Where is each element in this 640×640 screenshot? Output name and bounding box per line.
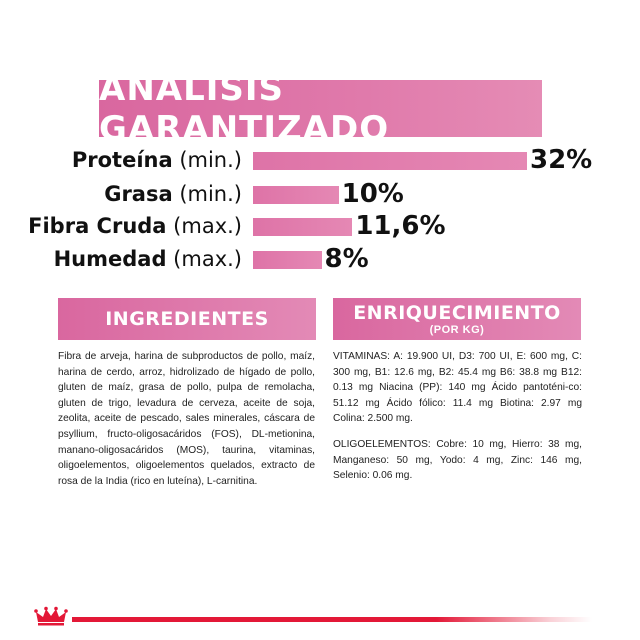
enrichment-title: ENRIQUECIMIENTO (353, 302, 561, 324)
ingredients-title: INGREDIENTES (105, 308, 269, 330)
page-title: ANÁLISIS GARANTIZADO (99, 68, 390, 149)
analysis-label (28, 211, 242, 241)
analysis-row (0, 244, 640, 274)
nutrient-qualifier: (min.) (179, 148, 242, 172)
nutrient-name: Grasa (104, 182, 173, 206)
nutrient-name: Fibra Cruda (28, 214, 167, 238)
analysis-row (0, 179, 640, 209)
enrichment-text-block (333, 349, 582, 484)
crown-icon (34, 606, 68, 626)
analysis-value: 8% (324, 244, 369, 274)
analysis-label (104, 179, 242, 209)
analysis-bar (253, 218, 352, 236)
analysis-row (0, 211, 640, 241)
footer-line (72, 617, 592, 622)
analysis-value: 10% (341, 179, 404, 209)
ingredients-header (58, 298, 316, 340)
nutrient-qualifier: (min.) (179, 182, 242, 206)
analysis-bar (253, 186, 339, 204)
nutrient-qualifier: (max.) (173, 214, 242, 238)
ingredients-text-block (58, 349, 315, 489)
nutrient-qualifier: (max.) (173, 247, 242, 271)
enrichment-subtitle: (POR KG) (429, 324, 485, 336)
analysis-value: 32% (530, 145, 593, 175)
analysis-label (72, 145, 242, 175)
vitamins-text: VITAMINAS: A: 19.900 UI, D3: 700 UI, E: 600 mg, C: 300 mg, B1: 12.6 mg, B2: 45.4 mg B6: 38.8 mg B12: 0.13 mg Niacina (PP): 140 mg Ácido pantoténi-co: 51.12 mg Ácido fólico: 11.4 mg Biotina: 2.97 mg Colina: 2.500 mg. (333, 351, 582, 425)
analysis-value: 11,6% (355, 211, 446, 241)
title-banner (99, 68, 542, 149)
analysis-label (54, 244, 242, 274)
ingredients-text: Fibra de arveja, harina de subproductos de pollo, maíz, harina de cerdo, arroz, hidrolizado de hígado de pollo, gluten de maíz, grasa de pollo, pulpa de remolacha, gluten de trigo, levadura de cerveza, aceite de soja, zeolita, aceite de pescado, sales minerales, cáscara de psyllium, fructo-oligosacáridos (FOS), DL-metionina, manano-oligosacáridos (MOS), taurina, vitaminas, oligoelementos, oligoelementos quelados, extracto de rosa de la India (rico en luteína), L-carnitina. (58, 351, 315, 487)
trace-elements-text: OLIGOELEMENTOS: Cobre: 10 mg, Hierro: 38 mg, Manganeso: 50 mg, Yodo: 4 mg, Zinc: 146 mg, Selenio: 0.06 mg. (333, 438, 582, 482)
enrichment-header (333, 298, 581, 340)
nutrient-name: Humedad (53, 247, 167, 271)
analysis-bar (253, 251, 322, 269)
nutrient-name: Proteína (71, 148, 173, 172)
analysis-bar (253, 152, 527, 170)
analysis-row (0, 145, 640, 175)
